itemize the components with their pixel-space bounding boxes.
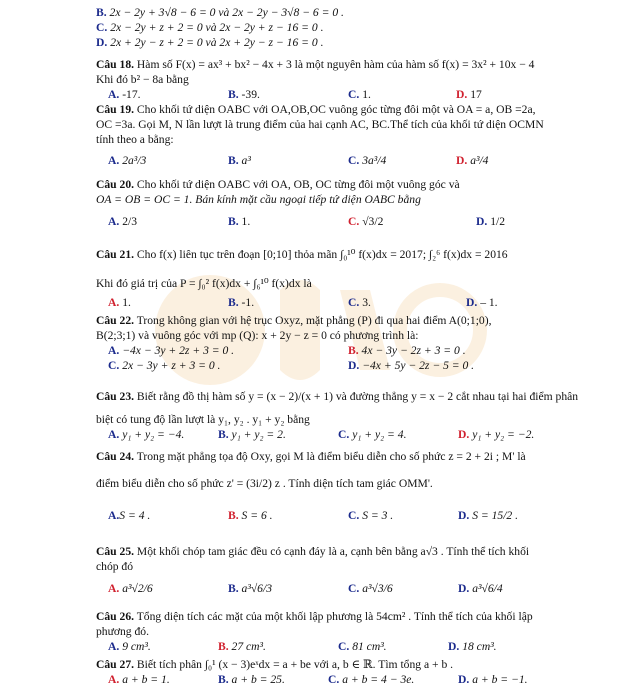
- question-18: [96, 58, 596, 103]
- q20-stem-1: Câu 20. Cho khối tứ diện OABC với OA, OB, OC từng đôi một vuông góc và: [96, 178, 460, 191]
- q23-stem: Câu 23. Biết rằng đồ thị hàm số y = (x − 2)/(x + 1) và đường thẳng y = x − 2 cắt nhau tại hai điểm phân: [96, 390, 579, 403]
- q17-option-d: D. 2x + 2y − z + 2 = 0 và 2x + 2y − z − 16 = 0 .: [96, 35, 324, 49]
- q23-options: [96, 428, 596, 443]
- q20-option-b[interactable]: B. 1.: [228, 214, 251, 228]
- q24-stem-2: điểm biểu diễn cho số phức z' = (3i/2) z . Tính diện tích tam giác OMM'.: [96, 476, 433, 490]
- q26-option-b[interactable]: B. 27 cm³.: [218, 639, 266, 653]
- q19-options: [96, 147, 596, 177]
- q25-option-a[interactable]: A. a³√2/6: [108, 581, 153, 595]
- q22-option-a[interactable]: A. −4x − 3y + 2z + 3 = 0 .: [108, 343, 235, 357]
- q22-options-row-1: [96, 344, 596, 359]
- q22-options-row-2: [96, 359, 596, 374]
- q21-option-b[interactable]: B. -1.: [228, 295, 255, 309]
- q24-options: [96, 502, 596, 532]
- q25-option-b[interactable]: B. a³√6/3: [228, 581, 272, 595]
- q23-option-a[interactable]: A. y₁ + y₂ = −4.: [108, 427, 185, 441]
- q19-option-d[interactable]: D. a³/4: [456, 154, 489, 168]
- q23-stem-2: biệt có tung độ lần lượt là y₁, y₂ . y₁ + y₂ bằng: [96, 412, 310, 426]
- q18-stem-2: Khi đó b² − 8a bằng: [96, 72, 189, 86]
- q26-option-a[interactable]: A. 9 cm³.: [108, 639, 151, 653]
- q19-option-c[interactable]: C. 3a³/4: [348, 154, 387, 168]
- q23-option-c[interactable]: C. y₁ + y₂ = 4.: [338, 427, 407, 441]
- q22-stem-1: Câu 22. Trong không gian với hệ trục Oxyz, mặt phẳng (P) đi qua hai điểm A(0;1;0),: [96, 314, 492, 327]
- question-26: [96, 610, 596, 655]
- q20-stem-2: OA = OB = OC = 1. Bán kính mặt cầu ngoại tiếp tứ diện OABC bằng: [96, 192, 421, 206]
- q18-option-d[interactable]: D. 17: [456, 87, 482, 101]
- q19-stem-1: Câu 19. Cho khối tứ diện OABC với OA,OB,OC vuông góc từng đôi một và OA = a, OB =2a,: [96, 103, 536, 116]
- q20-option-c[interactable]: C. √3/2: [348, 214, 384, 228]
- q18-option-a[interactable]: A. -17.: [108, 87, 141, 101]
- q18-options: [96, 88, 596, 103]
- q26-stem-1: Câu 26. Tổng diện tích các mặt của một khối lập phương là 54cm² . Tính thể tích của khối lập: [96, 610, 533, 623]
- q18-option-b[interactable]: B. -39.: [228, 87, 260, 101]
- question-19: [96, 103, 596, 177]
- q24-option-c[interactable]: C. S = 3 .: [348, 508, 394, 522]
- q21-stem: Câu 21. Cho f(x) liên tục trên đoạn [0;10] thỏa mãn ∫₀¹⁰ f(x)dx = 2017; ∫₂⁶ f(x)dx = 2016: [96, 248, 508, 261]
- question-27: [96, 658, 596, 688]
- q27-option-b[interactable]: B. a + b = 25.: [218, 672, 285, 686]
- q21-option-c[interactable]: C. 3.: [348, 295, 371, 309]
- q27-option-a[interactable]: A. a + b = 1.: [108, 672, 170, 686]
- q25-option-c[interactable]: C. a³√3/6: [348, 581, 393, 595]
- q24-option-a[interactable]: A.S = 4 .: [108, 508, 151, 522]
- q22-option-d[interactable]: D. −4x + 5y − 2z − 5 = 0 .: [348, 358, 475, 372]
- q24-stem: Câu 24. Trong mặt phẳng tọa độ Oxy, gọi M là điểm biểu diễn cho số phức z = 2 + 2i ; M' là: [96, 450, 526, 463]
- question-20: [96, 178, 596, 238]
- q27-option-d[interactable]: D. a + b = −1.: [458, 672, 528, 686]
- q17-tail: [96, 6, 596, 50]
- question-23: [96, 390, 596, 443]
- q20-options: [96, 208, 596, 238]
- q21-option-a[interactable]: A. 1.: [108, 295, 131, 309]
- question-22: [96, 314, 596, 374]
- q19-option-b[interactable]: B. a³: [228, 154, 251, 168]
- q24-option-d[interactable]: D. S = 15/2 .: [458, 508, 519, 522]
- q23-option-b[interactable]: B. y₁ + y₂ = 2.: [218, 427, 286, 441]
- q27-option-c[interactable]: C. a + b = 4 − 3e.: [328, 672, 415, 686]
- q19-option-a[interactable]: A. 2a³/3: [108, 154, 147, 168]
- q25-stem-2: chóp đó: [96, 559, 134, 573]
- q22-option-b[interactable]: B. 4x − 3y − 2z + 3 = 0 .: [348, 343, 466, 357]
- q26-stem-2: phương đó.: [96, 624, 149, 638]
- q21-options: [96, 296, 596, 311]
- q24-option-b[interactable]: B. S = 6 .: [228, 508, 273, 522]
- q25-stem-1: Câu 25. Một khối chóp tam giác đều có cạnh đáy là a, cạnh bên bằng a√3 . Tính thể tích khối: [96, 545, 530, 558]
- q21-option-d[interactable]: D. – 1.: [466, 295, 498, 309]
- q22-option-c[interactable]: C. 2x − 3y + z + 3 = 0 .: [108, 358, 221, 372]
- q22-stem-2: B(2;3;1) và vuông góc với mp (Q): x + 2y − z = 0 có phương trình là:: [96, 328, 419, 342]
- q17-option-b: B. 2x − 2y + 3√8 − 6 = 0 và 2x − 2y − 3√8 − 6 = 0 .: [96, 6, 344, 19]
- q18-option-c[interactable]: C. 1.: [348, 87, 371, 101]
- q26-options: [96, 640, 596, 655]
- question-21: [96, 248, 596, 311]
- q27-stem: Câu 27. Biết tích phân ∫₀¹ (x − 3)eˣdx = a + be với a, b ∈ ℝ. Tìm tổng a + b .: [96, 658, 454, 671]
- q23-option-d[interactable]: D. y₁ + y₂ = −2.: [458, 427, 535, 441]
- question-24: [96, 450, 596, 532]
- q19-stem-3: tính theo a bằng:: [96, 132, 174, 146]
- q26-option-c[interactable]: C. 81 cm³.: [338, 639, 387, 653]
- q21-stem-2: Khi đó giá trị của P = ∫₀² f(x)dx + ∫₆¹⁰ f(x)dx là: [96, 276, 312, 290]
- q17-option-c: C. 2x − 2y + z + 2 = 0 và 2x − 2y + z − 16 = 0 .: [96, 20, 324, 34]
- q19-stem-2: OC =3a. Gọi M, N lần lượt là trung điểm của hai cạnh AC, BC.Thể tích của khối tứ diện OCMN: [96, 117, 544, 131]
- q20-option-d[interactable]: D. 1/2: [476, 214, 506, 228]
- question-25: [96, 545, 596, 605]
- q27-options: [96, 673, 596, 688]
- q26-option-d[interactable]: D. 18 cm³.: [448, 639, 497, 653]
- q18-stem: Câu 18. Hàm số F(x) = ax³ + bx² − 4x + 3 là một nguyên hàm của hàm số f(x) = 3x² + 10x − 4: [96, 58, 535, 71]
- q25-option-d[interactable]: D. a³√6/4: [458, 581, 503, 595]
- q20-option-a[interactable]: A. 2/3: [108, 214, 138, 228]
- q25-options: [96, 575, 596, 605]
